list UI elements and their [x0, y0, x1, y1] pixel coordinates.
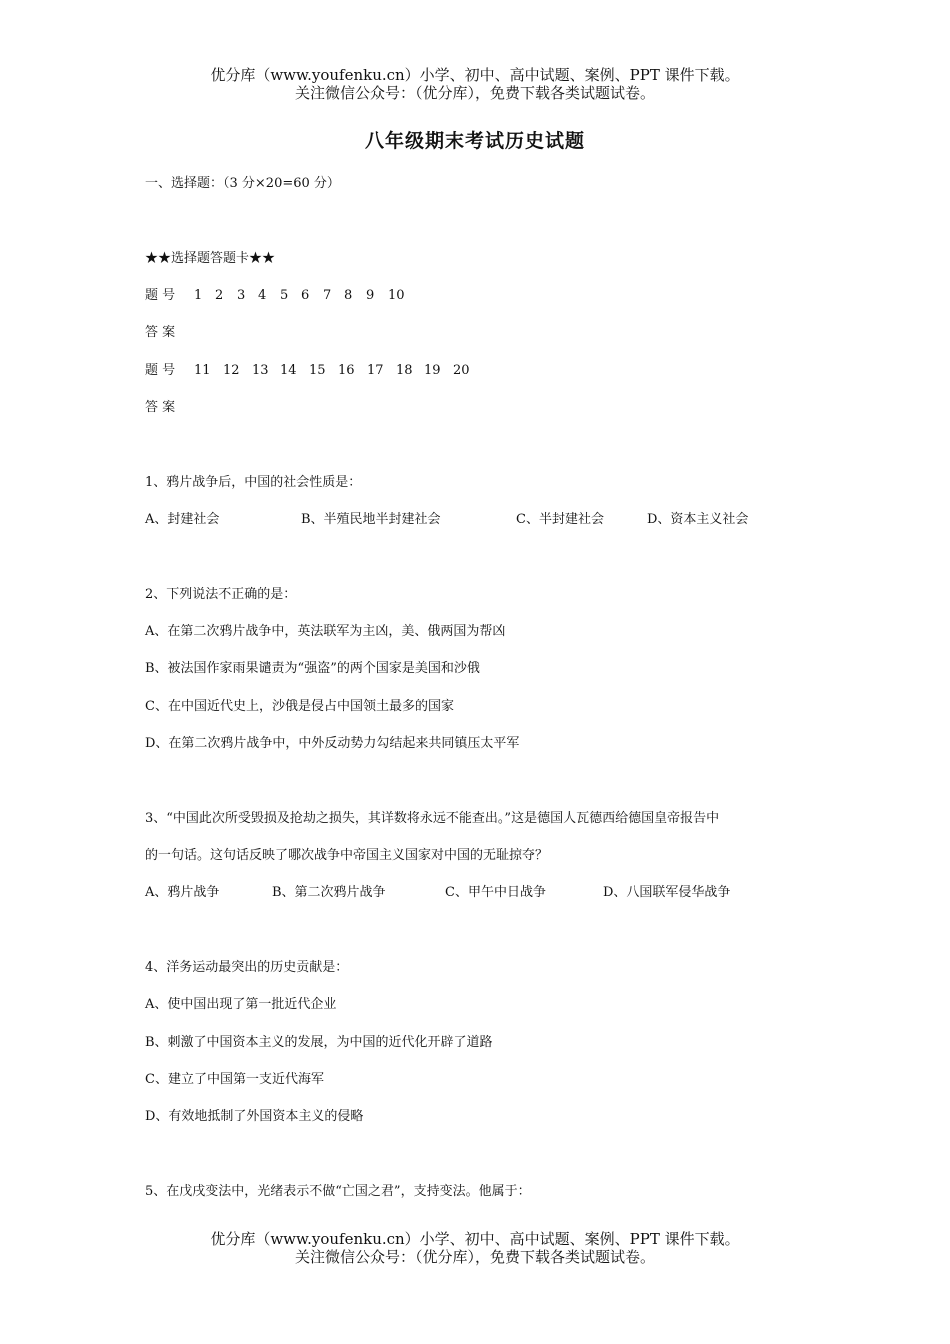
answer-card-number: 19 — [424, 363, 441, 378]
answer-card-number: 12 — [223, 363, 240, 378]
answer-card-number: 17 — [367, 363, 384, 378]
question-2-stem: 2、下列说法不正确的是： — [145, 587, 297, 602]
question-4-stem: 4、洋务运动最突出的历史贡献是： — [145, 960, 349, 975]
answer-card-number: 6 — [301, 288, 310, 303]
answer-card-number: 1 — [194, 288, 203, 303]
answer-card-number: 15 — [309, 363, 326, 378]
question-4-option-a: A、使中国出现了第一批近代企业 — [145, 997, 337, 1012]
page-title: 八年级期末考试历史试题 — [364, 130, 585, 152]
answer-card-title: ★★选择题答题卡★★ — [145, 251, 276, 266]
question-3-stem-line-1: 3、“中国此次所受毁损及抢劫之损失，其详数将永远不能查出。”这是德国人瓦德西给德国皇帝报告中 — [145, 811, 720, 826]
header-line-2: 关注微信公众号：（优分库），免费下载各类试题试卷。 — [294, 84, 655, 102]
question-1-option-c: C、半封建社会 — [516, 512, 604, 527]
answer-card-number: 10 — [388, 288, 405, 303]
header-line-1: 优分库（www.youfenku.cn）小学、初中、高中试题、案例、PPT 课件下载。 — [210, 66, 740, 84]
question-3-option-d: D、八国联军侵华战争 — [603, 885, 731, 900]
question-2-option-a: A、在第二次鸦片战争中，英法联军为主凶，美、俄两国为帮凶 — [145, 624, 506, 639]
answer-card-row3-label: 题 号 — [145, 363, 176, 378]
question-2-option-d: D、在第二次鸦片战争中，中外反动势力勾结起来共同镇压太平军 — [145, 736, 520, 751]
question-2-option-c: C、在中国近代史上，沙俄是侵占中国领土最多的国家 — [145, 699, 454, 714]
answer-card-number: 3 — [237, 288, 246, 303]
question-1-stem: 1、鸦片战争后，中国的社会性质是： — [145, 475, 362, 490]
question-4-option-c: C、建立了中国第一支近代海军 — [145, 1072, 324, 1087]
question-4-option-d: D、有效地抵制了外国资本主义的侵略 — [145, 1109, 364, 1124]
answer-card-number: 11 — [194, 363, 211, 378]
answer-card-number: 14 — [280, 363, 297, 378]
answer-card-number: 2 — [215, 288, 224, 303]
answer-card-number: 5 — [280, 288, 289, 303]
answer-card-row2-label: 答 案 — [145, 325, 176, 340]
question-2-option-b: B、被法国作家雨果谴责为“强盗”的两个国家是美国和沙俄 — [145, 661, 480, 676]
answer-card-number: 8 — [344, 288, 353, 303]
answer-card-row1-label: 题 号 — [145, 288, 176, 303]
answer-card-row4-label: 答 案 — [145, 400, 176, 415]
page-header — [0, 66, 950, 102]
section-heading: 一、选择题：（3 分×20=60 分） — [145, 176, 340, 191]
question-1-option-b: B、半殖民地半封建社会 — [301, 512, 441, 527]
answer-card-number: 16 — [338, 363, 355, 378]
question-5-stem: 5、在戊戌变法中，光绪表示不做“亡国之君”，支持变法。他属于： — [145, 1184, 531, 1199]
answer-card-number: 4 — [258, 288, 267, 303]
question-4-option-b: B、刺激了中国资本主义的发展，为中国的近代化开辟了道路 — [145, 1035, 493, 1050]
question-1-option-d: D、资本主义社会 — [647, 512, 749, 527]
footer-line-2: 关注微信公众号：（优分库），免费下载各类试题试卷。 — [294, 1248, 655, 1266]
answer-card-number: 18 — [396, 363, 413, 378]
question-3-stem-line-2: 的一句话。这句话反映了哪次战争中帝国主义国家对中国的无耻掠夺？ — [145, 848, 549, 863]
question-1-option-a: A、封建社会 — [145, 512, 220, 527]
question-3-option-a: A、鸦片战争 — [145, 885, 220, 900]
answer-card-number: 9 — [366, 288, 375, 303]
footer-line-1: 优分库（www.youfenku.cn）小学、初中、高中试题、案例、PPT 课件下载。 — [210, 1230, 740, 1248]
answer-card-number: 20 — [453, 363, 470, 378]
answer-card-number: 7 — [323, 288, 332, 303]
question-3-option-c: C、甲午中日战争 — [445, 885, 546, 900]
question-3-option-b: B、第二次鸦片战争 — [272, 885, 386, 900]
page-footer — [0, 1230, 950, 1266]
answer-card-number: 13 — [252, 363, 269, 378]
